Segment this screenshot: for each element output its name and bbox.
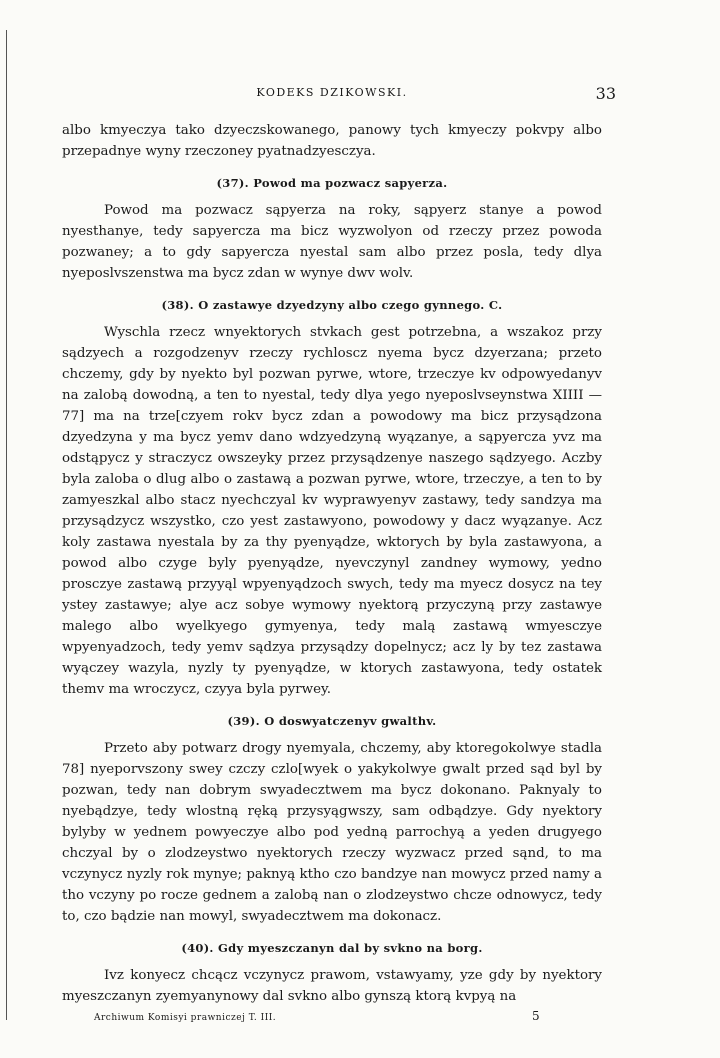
section-heading-37: (37). Powod ma pozwacz sapyerza. — [216, 176, 448, 190]
running-title: KODEKS DZIKOWSKI. — [256, 86, 408, 99]
paragraph-40: Ivz konyecz chcącz vczynycz prawom, vstawyamy, yze gdy by nyektory myeszczanyn zyemyanynowy dal svkno albo gynszą ktorą kvpyą na — [62, 968, 602, 1004]
section-heading-39: (39). O doswyatczenyv gwalthv. — [227, 714, 437, 728]
sheet-mark: 5 — [532, 1009, 540, 1023]
page-header — [62, 84, 616, 110]
paragraph-38: Wyschla rzecz wnyektorych stvkach gest potrzebna, a wszakoz przy sądzyech a rozgodzenyv rzeczy rychloscz nyema bycz dzyerzana; przeto chczemy, gdy by nyekto byl pozwan pyrwe, wtore, trzeczye kv odpowyedanyv na zalobą dowodną, a ten to nyestal, tedy dlya yego nyeposlvseynstwa XIIII — 77] ma na trze[czyem rokv bycz zdan a powodowy ma bicz przysądzona dzyedzyna y ma bycz yemv dano wdzyedzyną wyązanye, a sąpyercza yvz ma odstąpycz y straczycz owszeyky przez przysądzenye naszego sądzyego. Aczby byla zaloba o dlug albo o zastawą a pozwan pyrwe, wtore, trzeczye, a ten to by zamyeszkal albo stacz nyechczyal kv wyprawyenyv zastawy, tedy sandzya ma przysądzycz wszystko, czo yest zastawyono, powodowy y dacz wyązanye. Acz koly zastawa nyestala by za thy pyenyądze, wktorych by byla zastawyona, a powod albo czyge byly pyenyądze, nyevczynyl zandney wymowy, yedno prosczye zastawą przyyąl wpyenyądzoch swych, tedy ma myecz dosycz na tey ystey zastawye; alye acz sobye wymowy nyektorą przyczyną przy zastawye malego albo wyelkyego gymyenya, tedy malą zastawą wmyesczye wpyenyadzoch, tedy yemv sądzya przysądzy dopelnycz; acz ly by tez zastawa wyączey wazyla, nyzly ty pyenyądze, w ktorych zastawyona, tedy ostatek themv ma wroczycz, czyya byla pyrwey. — [62, 325, 602, 697]
paragraph-37: Powod ma pozwacz sąpyerza na roky, sąpyerz stanye a powod nyesthanye, tedy sapyercza ma bicz wyzwolyon od rzeczy przez powoda pozwaney; a to gdy sapyercza nyestal sam albo przez posla, tedy dlya nyeposlvszenstwa ma bycz zdan w wynye dwv wolv. — [62, 203, 602, 281]
paragraph-continued: albo kmyeczya tako dzyeczskowanego, panowy tych kmyeczy pokvpy albo przepadnye wyny rzeczoney pyatnadzyesczya. — [62, 123, 602, 159]
section-heading-40: (40). Gdy myeszczanyn dal by svkno na borg. — [181, 941, 483, 955]
section-heading-38: (38). O zastawye dzyedzyny albo czego gynnego. C. — [161, 298, 503, 312]
binding-edge-line — [6, 30, 7, 1020]
footer-signature: Archiwum Komisyi prawniczej T. III. — [94, 1013, 277, 1023]
page-number: 33 — [595, 84, 616, 103]
document-page — [62, 84, 616, 1029]
page-footer — [62, 1009, 602, 1029]
paragraph-39: Przeto aby potwarz drogy nyemyala, chczemy, aby ktoregokolwye stadla 78] nyeporvszony swey czczy czlo[wyek o yakykolwye gwalt przed sąd byl by pozwan, tedy nan dobrym swyadecztwem ma bycz dokonano. Paknyaly to nyebądzye, tedy wlostną ręką przysyągwszy, sam odbądzye. Gdy nyektory bylyby w yednem powyeczye albo pod yedną parrochyą a yeden drugyego chczyal by o zlodzeystwo nyektorych rzeczy wyzwacz przed sąnd, to ma vczynycz nyzly rok mynye; paknyą ktho czo bandzye nan mowycz przed namy a tho vczyny po rocze gednem a zalobą nan o zlodzeystwo chcze odnowycz, tedy to, czo bądzie nan mowyl, swyadecztwem ma dokonacz. — [62, 741, 602, 924]
